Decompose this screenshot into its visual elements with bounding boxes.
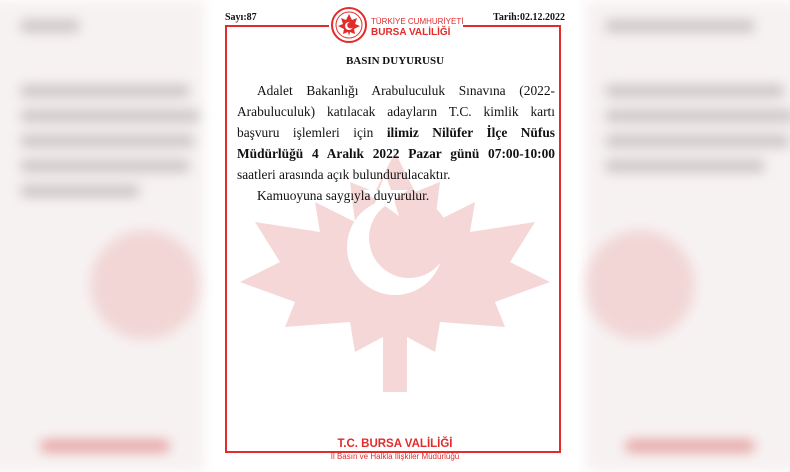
document-date: Tarih:02.12.2022 bbox=[493, 12, 565, 23]
announcement-paragraph-1 bbox=[237, 80, 555, 185]
governorship-logo bbox=[329, 5, 463, 45]
page-title: BASIN DUYURUSU bbox=[345, 55, 445, 67]
footer-department-name: İl Basın ve Halkla İlişkiler Müdürlüğü bbox=[330, 452, 460, 461]
press-release-document bbox=[213, 0, 577, 472]
footer-office-name bbox=[213, 438, 577, 450]
paragraph-1-bold-text: ilimiz Nilüfer İlçe Nüfus Müdürlüğü 4 Aralık 2022 Pazar günü 07:00-10:00 bbox=[237, 125, 555, 161]
logo-country-text: TÜRKİYE CUMHURİYETİ bbox=[371, 17, 464, 26]
governor-emblem-icon bbox=[331, 5, 367, 45]
document-number: Sayı:87 bbox=[225, 12, 257, 23]
paragraph-1-text-b: saatleri arasında açık bulundurulacaktır. bbox=[237, 167, 451, 182]
announcement-body bbox=[237, 80, 555, 206]
blurred-right-panel bbox=[585, 0, 790, 472]
blurred-left-panel bbox=[0, 0, 205, 472]
logo-office-text: BURSA VALİLİĞİ bbox=[371, 27, 451, 38]
announcement-paragraph-2: Kamuoyuna saygıyla duyurulur. bbox=[257, 188, 430, 203]
paragraph-1-text-a: Adalet Bakanlığı Arabuluculuk Sınavına (2022-Arabuluculuk) katılacak adayların T.C. kimlik kartı başvuru işlemleri için bbox=[237, 83, 555, 140]
footer-office-name-text: T.C. BURSA VALİLİĞİ bbox=[333, 438, 458, 450]
